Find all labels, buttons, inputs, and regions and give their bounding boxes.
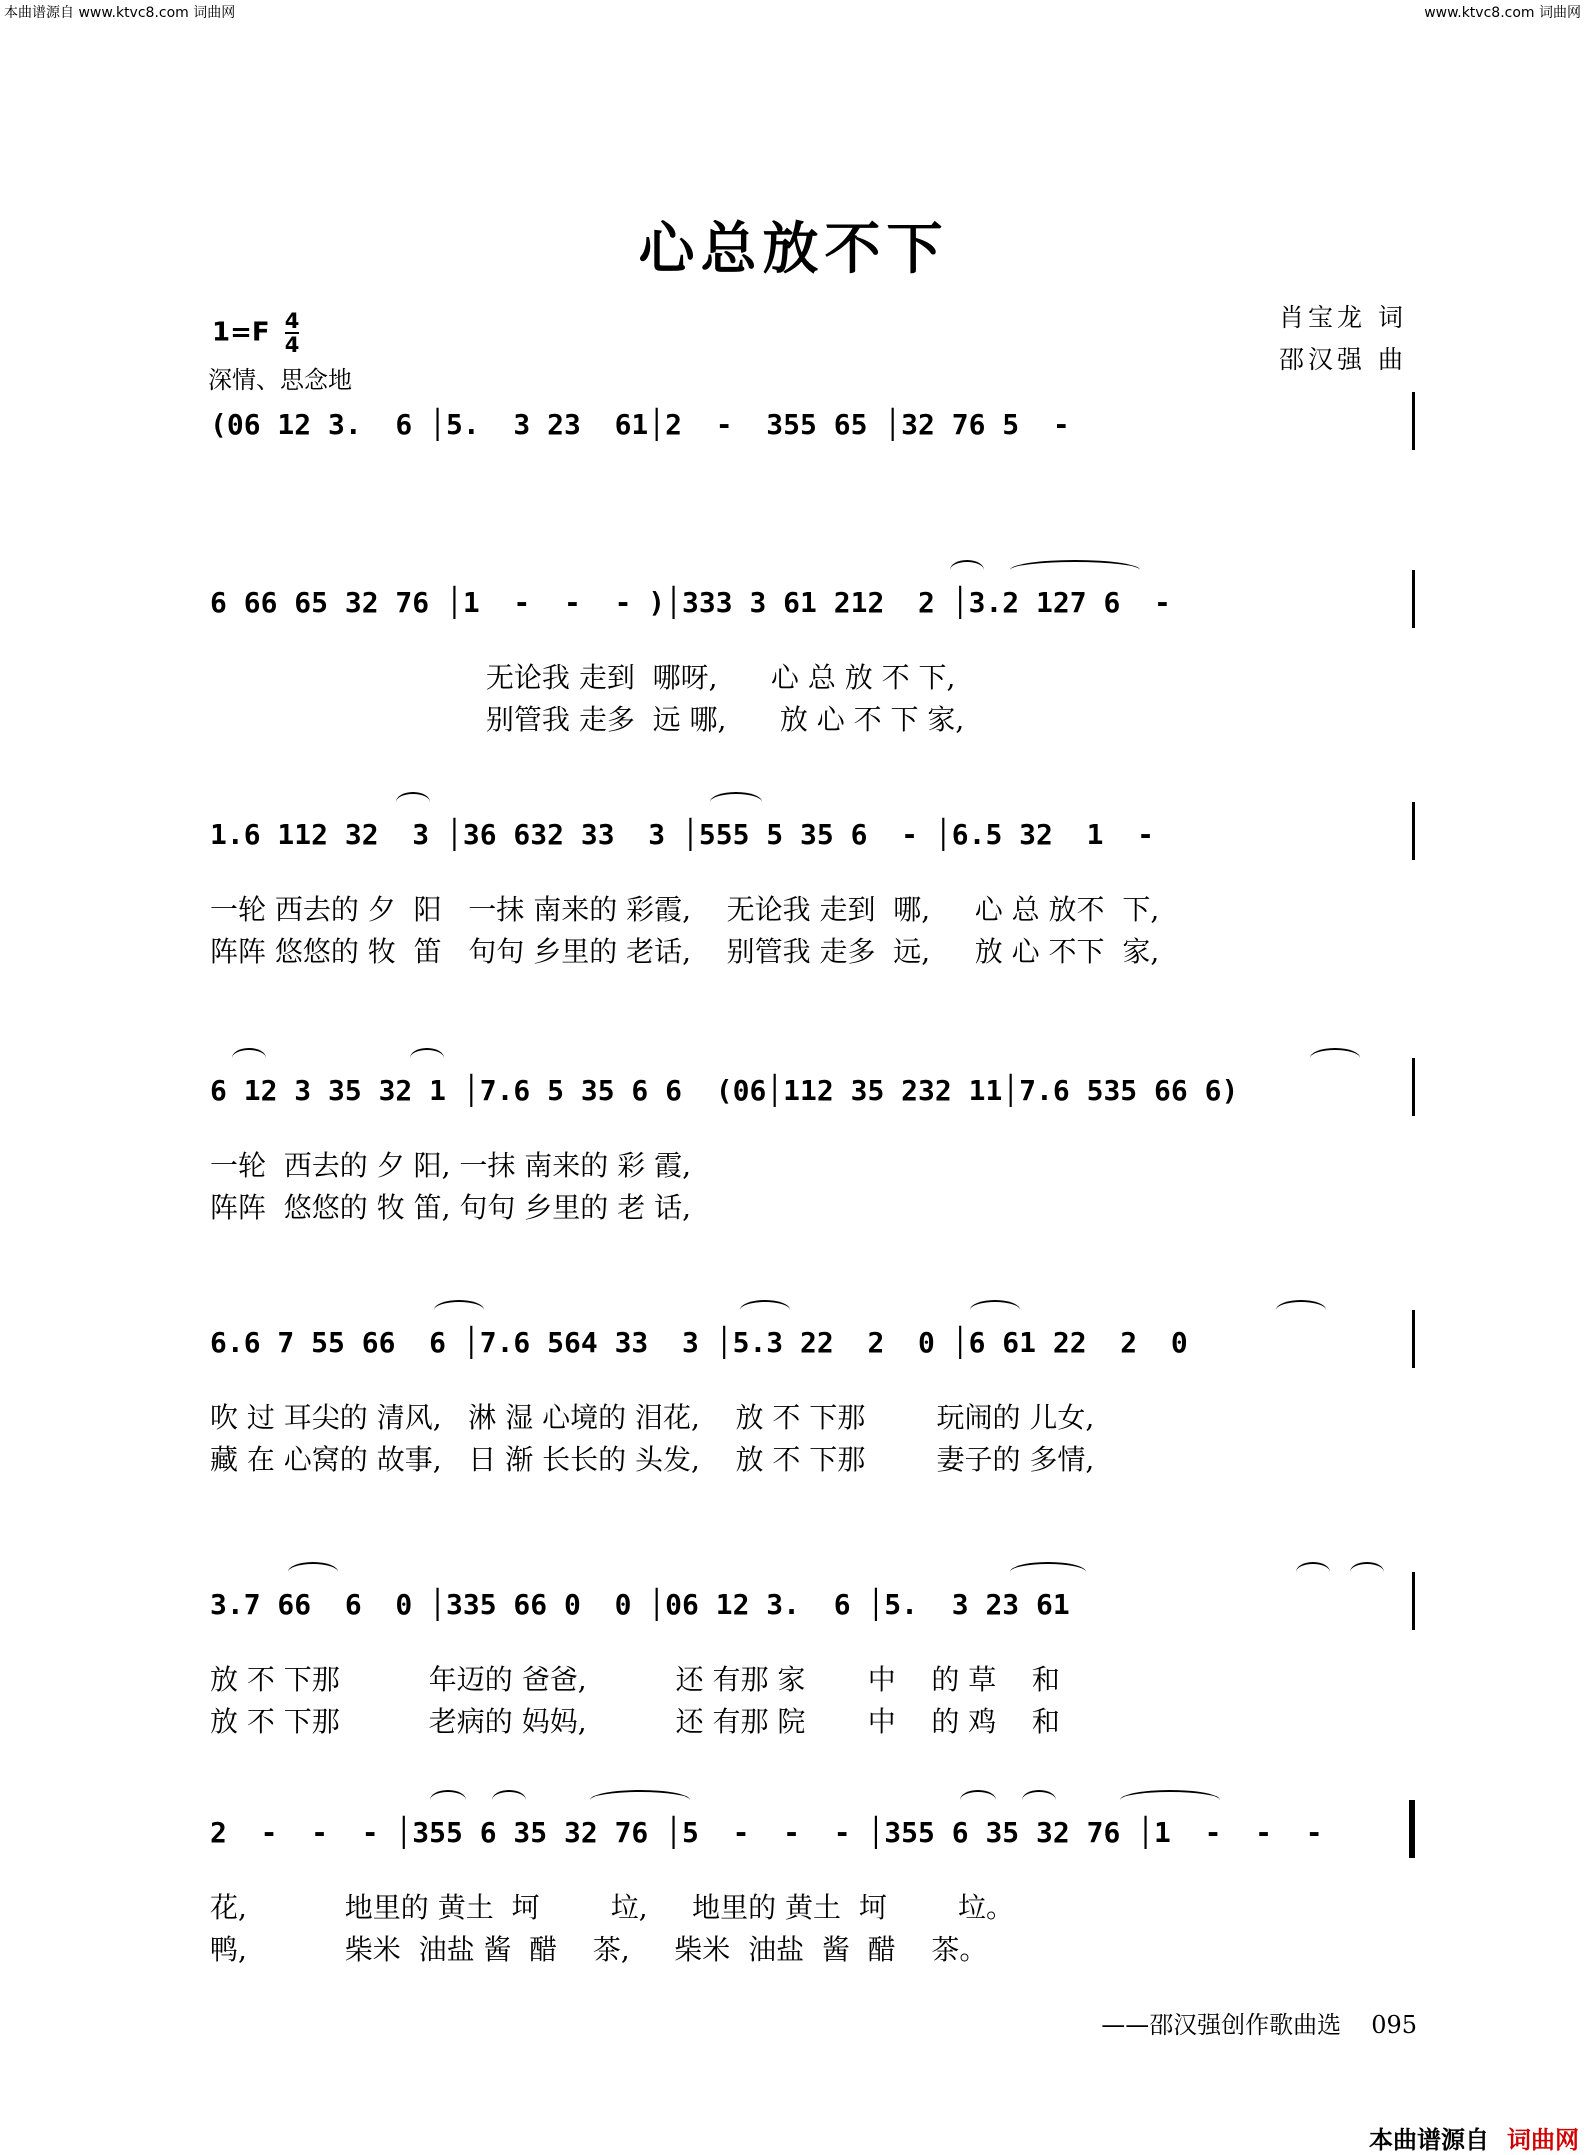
notes-line: 6 66 65 32 76 │1 - - - )│333 3 61 212 2 │3.2 127 6 -	[210, 586, 1171, 619]
lyric-verse-1: 吹 过 耳尖的 清风, 淋 湿 心境的 泪花, 放 不 下那 玩闹的 儿女,	[210, 1401, 1095, 1434]
slur	[232, 1048, 266, 1068]
lyric-verse-1: 一轮 西去的 夕 阳 一抹 南来的 彩霞, 无论我 走到 哪, 心 总 放不 下,	[210, 893, 1160, 926]
slur	[288, 1562, 338, 1582]
barline	[1412, 802, 1415, 860]
collection-name: ——邵汉强创作歌曲选	[1101, 2011, 1342, 2039]
slur	[740, 1300, 790, 1320]
notes-line: 6 12 3 35 32 1 │7.6 5 35 6 6 (06│112 35 232 11│7.6 535 66 6)	[210, 1074, 1239, 1107]
barline	[1412, 1310, 1415, 1368]
lyric-verse-2: 阵阵 悠悠的 牧 笛 句句 乡里的 老话, 别管我 走多 远, 放 心 不下 家,	[210, 935, 1160, 968]
barline	[1412, 570, 1415, 628]
final-barline	[1409, 1800, 1415, 1858]
watermark-bottom	[1369, 2120, 1579, 2155]
slur	[492, 1790, 526, 1810]
lyricist-credit: 肖宝龙 词	[1279, 303, 1407, 332]
page-number: 095	[1371, 2011, 1417, 2039]
notes-line: 1.6 112 32 3 │36 632 33 3 │555 5 35 6 - │6.5 32 1 -	[210, 818, 1155, 851]
lyric-verse-2: 别管我 走多 远 哪, 放 心 不 下 家,	[210, 703, 965, 736]
lyric-verse-1: 花, 地里的 黄土 坷 垃, 地里的 黄土 坷 垃。	[210, 1891, 1015, 1924]
watermark-top-right: www.ktvc8.com 词曲网	[1424, 5, 1581, 21]
lyric-verse-1: 放 不 下那 年迈的 爸爸, 还 有那 家 中 的 草 和	[210, 1663, 1060, 1696]
lyric-verse-2: 放 不 下那 老病的 妈妈, 还 有那 院 中 的 鸡 和	[210, 1705, 1060, 1738]
barline	[1412, 1058, 1415, 1116]
slur	[1296, 1562, 1330, 1582]
slur	[1022, 1790, 1056, 1810]
slur	[960, 1790, 996, 1810]
slur	[1276, 1300, 1326, 1320]
time-denominator: 4	[284, 333, 300, 357]
slur	[434, 1300, 484, 1320]
notes-line: (06 12 3. 6 │5. 3 23 61│2 - 355 65 │32 76 5 -	[210, 408, 1070, 441]
notes-line: 2 - - - │355 6 35 32 76 │5 - - - │355 6 35 32 76 │1 - - -	[210, 1816, 1323, 1849]
time-numerator: 4	[284, 309, 300, 333]
barline	[1412, 1572, 1415, 1630]
key-signature	[212, 310, 299, 356]
slur	[970, 1300, 1020, 1320]
slur	[1350, 1562, 1384, 1582]
slur	[1310, 1048, 1360, 1068]
slur	[1010, 1562, 1086, 1582]
notes-line: 6.6 7 55 66 6 │7.6 564 33 3 │5.3 22 2 0 │6 61 22 2 0	[210, 1326, 1188, 1359]
lyric-verse-2: 鸭, 柴米 油盐 酱 醋 茶, 柴米 油盐 酱 醋 茶。	[210, 1933, 988, 1966]
lyric-verse-2: 阵阵 悠悠的 牧 笛, 句句 乡里的 老 话,	[210, 1191, 692, 1224]
watermark-bottom-right: 词曲网	[1507, 2126, 1579, 2154]
slur	[410, 1048, 444, 1068]
lyric-verse-2: 藏 在 心窝的 故事, 日 渐 长长的 头发, 放 不 下那 妻子的 多情,	[210, 1443, 1095, 1476]
watermark-bottom-left: 本曲谱源自	[1369, 2126, 1489, 2154]
slur	[950, 560, 984, 580]
slur	[1010, 560, 1140, 580]
lyric-verse-1: 一轮 西去的 夕 阳, 一抹 南来的 彩 霞,	[210, 1149, 692, 1182]
slur	[710, 792, 762, 812]
song-title: 心总放不下	[638, 216, 949, 282]
key-label: 1=F	[212, 317, 270, 348]
footer	[1101, 2005, 1417, 2040]
watermark-top-left: 本曲谱源自 www.ktvc8.com 词曲网	[4, 5, 236, 21]
barline	[1412, 392, 1415, 450]
time-signature	[285, 310, 300, 356]
slur	[1120, 1790, 1220, 1810]
slur	[430, 1790, 466, 1810]
tempo-marking: 深情、思念地	[208, 366, 352, 394]
lyric-verse-1: 无论我 走到 哪呀, 心 总 放 不 下,	[210, 661, 956, 694]
slur	[590, 1790, 690, 1810]
composer-credit: 邵汉强 曲	[1279, 345, 1407, 374]
slur	[396, 792, 430, 812]
notes-line: 3.7 66 6 0 │335 66 0 0 │06 12 3. 6 │5. 3 23 61	[210, 1588, 1070, 1621]
